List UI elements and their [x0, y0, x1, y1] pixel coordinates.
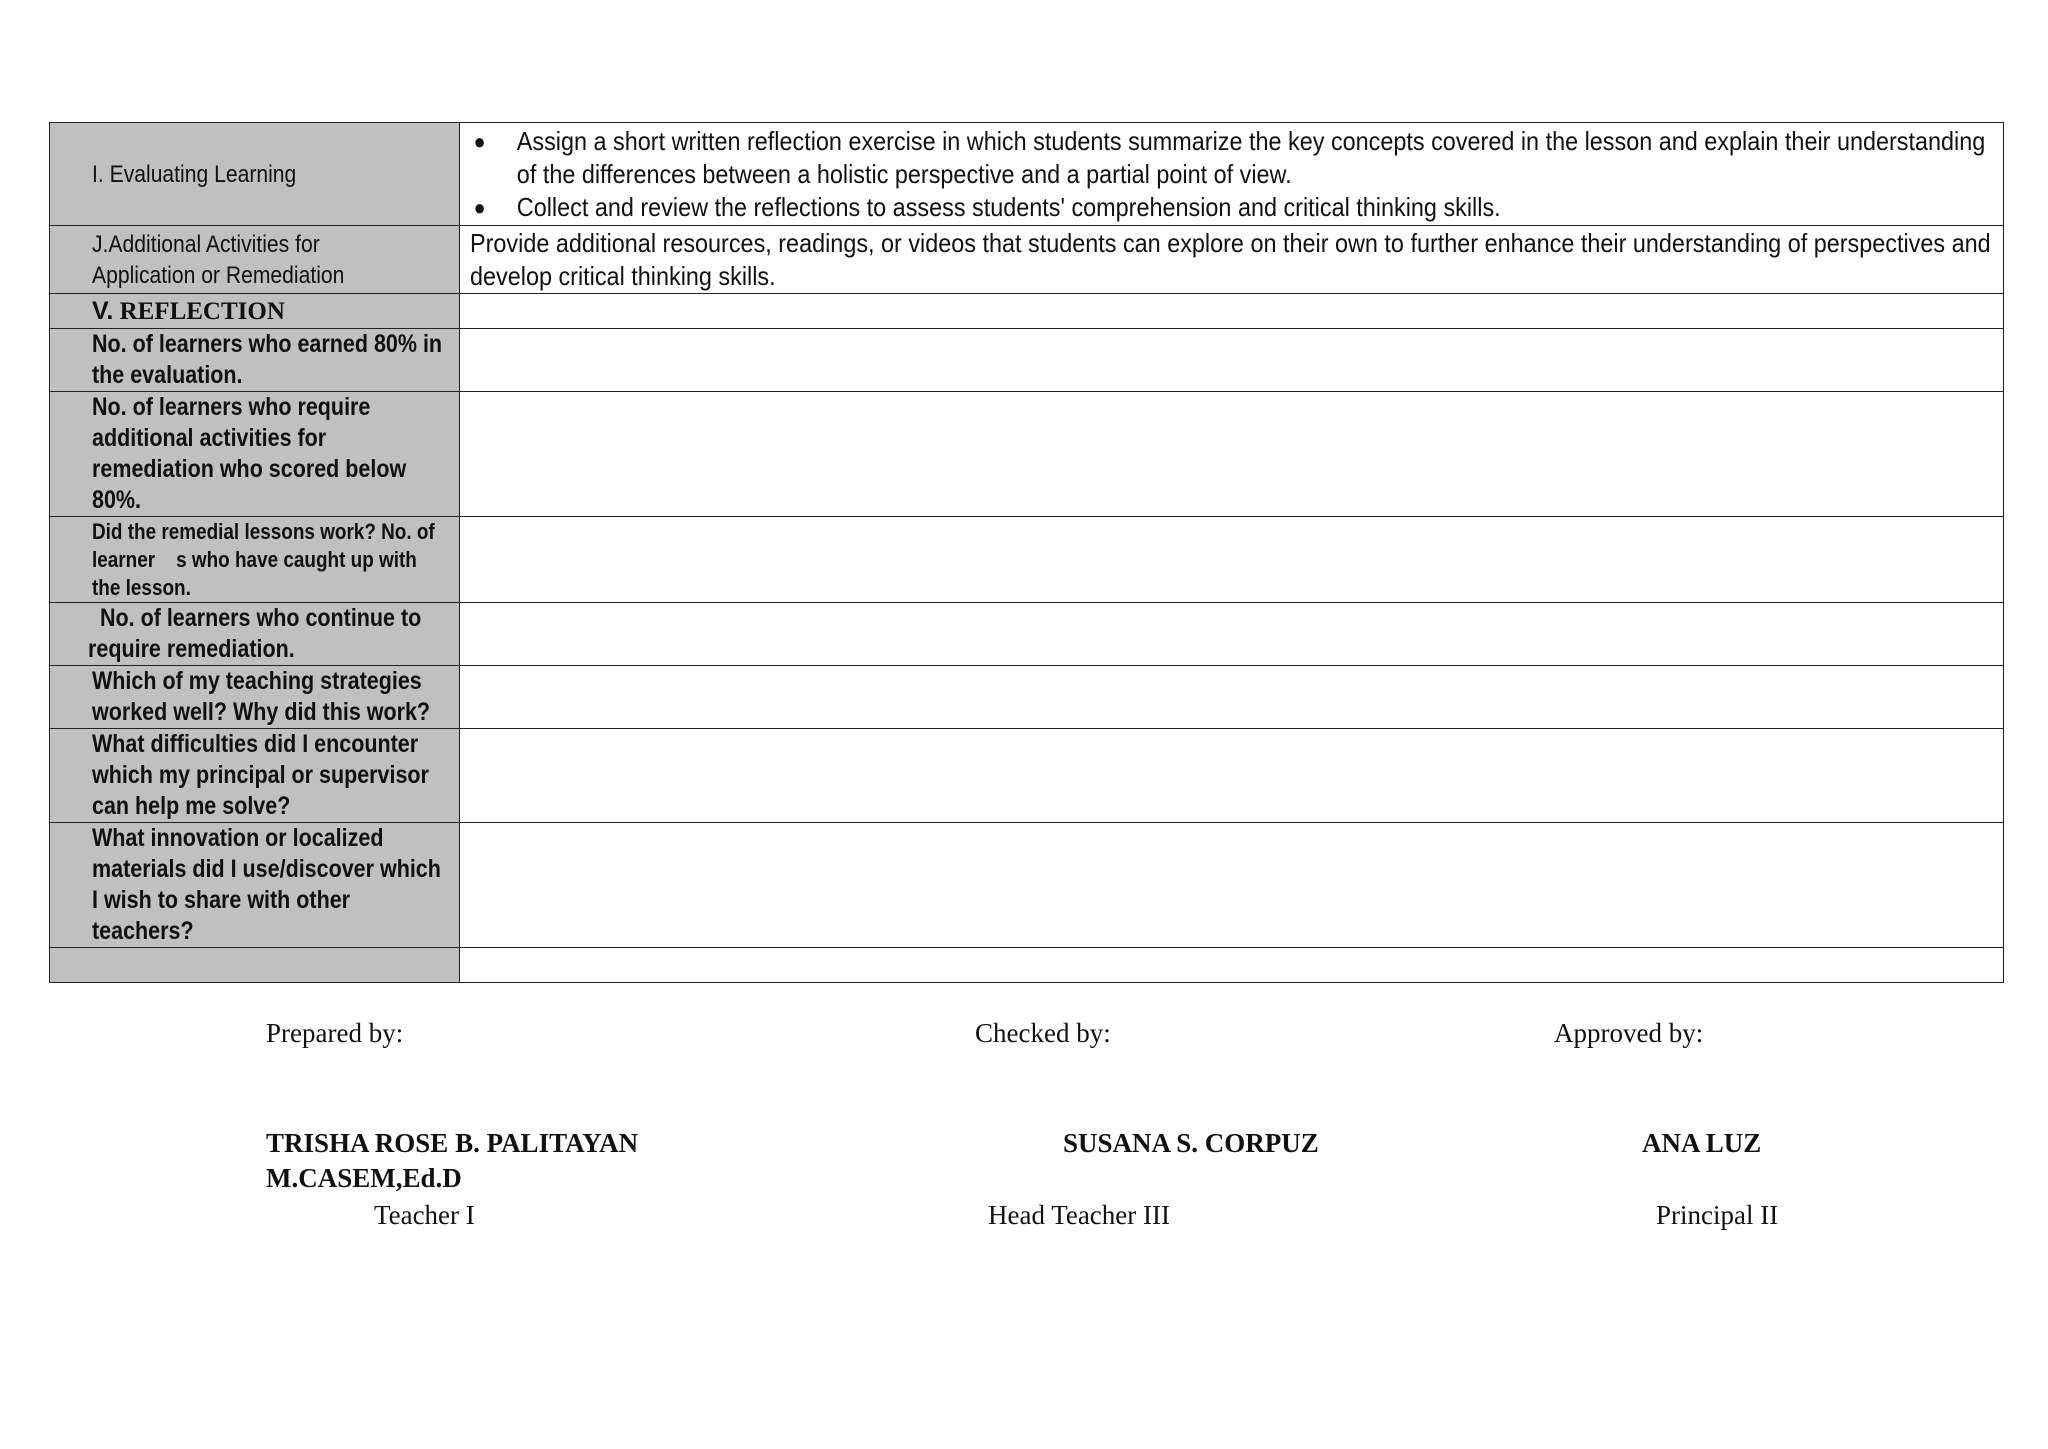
answer-cell[interactable] [460, 392, 2004, 517]
answer-cell[interactable] [460, 603, 2004, 666]
content-additional-activities: Provide additional resources, readings, or videos that students can explore on their own to further enhance their understanding of perspectives and develop critical thinking skills. [460, 226, 2004, 294]
answer-cell[interactable] [460, 329, 2004, 392]
content-reflection[interactable] [460, 294, 2004, 329]
lesson-plan-table [49, 122, 2004, 983]
answer-cell[interactable] [460, 729, 2004, 823]
answer-cell[interactable] [460, 666, 2004, 729]
label-empty [50, 948, 460, 983]
approver-title: Principal II [1656, 1200, 1779, 1230]
table-row [50, 392, 2004, 517]
label-question: What difficulties did I encounter which my principal or supervisor can help me solve? [50, 729, 460, 823]
label-question: Which of my teaching strategies worked well? Why did this work? [50, 666, 460, 729]
preparer-title: Teacher I [374, 1200, 475, 1230]
preparer-name: TRISHA ROSE B. PALITAYAN [266, 1128, 639, 1158]
table-row-empty [50, 948, 2004, 983]
table-row [50, 329, 2004, 392]
bullet-icon: ● [473, 128, 486, 154]
answer-cell[interactable] [460, 823, 2004, 948]
answer-cell[interactable] [460, 948, 2004, 983]
label-question: No. of learners who continue to require remediation. [50, 603, 460, 666]
label-question: Did the remedial lessons work? No. of learner s who have caught up with the lesson. [50, 517, 460, 603]
approved-by-caption: Approved by: [1554, 1018, 1704, 1048]
label-reflection: V. REFLECTION [50, 294, 460, 329]
table-row [50, 729, 2004, 823]
checker-title: Head Teacher III [988, 1200, 1170, 1230]
preparer-credentials: M.CASEM,Ed.D [266, 1163, 462, 1193]
checked-by-caption: Checked by: [975, 1018, 1111, 1048]
signature-prepared-name [266, 1126, 638, 1196]
signature-approved [1554, 1018, 1703, 1049]
list-item: ● Collect and review the reflections to assess students' comprehension and critical thinking skills. [473, 191, 1501, 222]
signature-prepared [266, 1018, 403, 1049]
evaluation-bullet-list [470, 125, 1991, 224]
label-question: What innovation or localized materials did I use/discover which I wish to share with other teachers? [50, 823, 460, 948]
table-row [50, 517, 2004, 603]
label-additional-activities: J.Additional Activities for Application or Remediation [50, 226, 460, 294]
content-evaluating-learning [460, 123, 2004, 226]
checker-name: SUSANA S. CORPUZ [1063, 1128, 1319, 1158]
row-evaluating-learning [50, 123, 2004, 226]
label-question: No. of learners who require additional activities for remediation who scored below 80%. [50, 392, 460, 517]
bullet-icon: ● [473, 194, 486, 220]
prepared-by-caption: Prepared by: [266, 1018, 404, 1048]
label-evaluating-learning: I. Evaluating Learning [50, 123, 460, 226]
approver-name: ANA LUZ [1642, 1128, 1762, 1158]
label-question: No. of learners who earned 80% in the evaluation. [50, 329, 460, 392]
table-row [50, 603, 2004, 666]
answer-cell[interactable] [460, 517, 2004, 603]
list-item: ● Assign a short written reflection exercise in which students summarize the key concepts covered in the lesson and explain their understanding of the differences between a holistic perspective and a partial point of view. [473, 125, 1986, 189]
row-reflection-header [50, 294, 2004, 329]
row-additional-activities [50, 226, 2004, 294]
table-row [50, 823, 2004, 948]
table-row [50, 666, 2004, 729]
signature-checked [975, 1018, 1111, 1049]
